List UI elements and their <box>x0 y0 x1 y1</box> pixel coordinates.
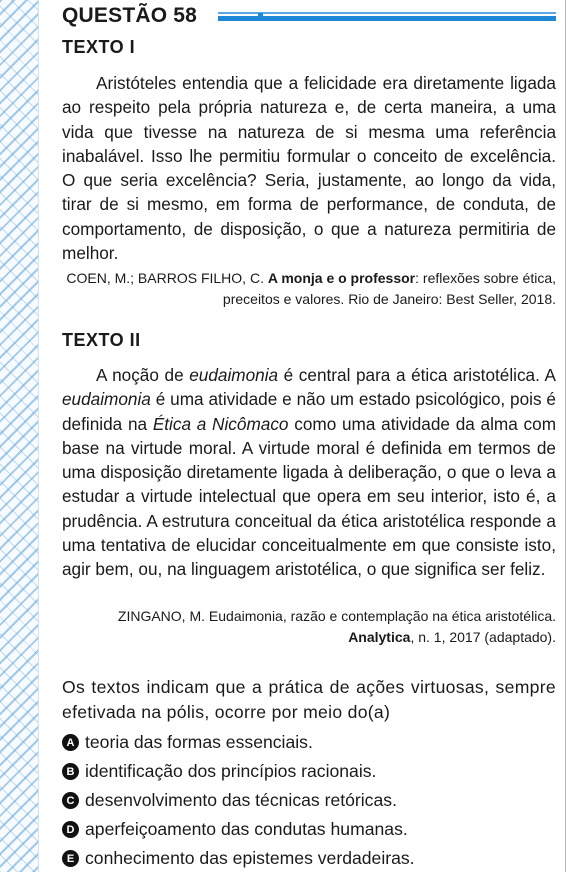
option-a[interactable] <box>62 728 556 757</box>
texto-1-body: Aristóteles entendia que a felicidade era diretamente ligada ao respeito pela própria natureza e, de certa maneira, a uma vida que tivesse na natureza de si mesma uma referência inabalável. Isso lhe permitiu formular o conceito de excelência. O que seria excelência? Seria, justamente, ao longo da vida, tirar de si mesmo, em forma de performance, de conduta, de comportamento, de disposição, o que a natureza permitiria de melhor. <box>62 73 556 264</box>
option-c-letter-icon: C <box>62 792 79 809</box>
texto-1-label: TEXTO I <box>62 37 136 57</box>
option-a-letter-icon: A <box>62 734 79 751</box>
option-d-letter-icon: D <box>62 821 79 838</box>
question-title: QUESTÃO 58 <box>62 4 198 27</box>
answer-options <box>62 728 556 873</box>
option-b[interactable] <box>62 757 556 786</box>
option-e[interactable] <box>62 844 556 873</box>
question-stem: Os textos indicam que a prática de ações virtuosas, sempre efetivada na pólis, ocorre por meio do(a) <box>62 677 556 722</box>
option-e-text: conhecimento das epistemes verdadeiras. <box>85 848 415 868</box>
option-c[interactable] <box>62 786 556 815</box>
option-b-text: identificação dos princípios racionais. <box>85 761 377 781</box>
texto-2-reference: ZINGANO, M. Eudaimonia, razão e contemplação na ética aristotélica. Analytica, n. 1, 2017 (adaptado). <box>117 608 556 645</box>
option-b-letter-icon: B <box>62 763 79 780</box>
option-c-text: desenvolvimento das técnicas retóricas. <box>85 790 397 810</box>
texto-2-label: TEXTO II <box>62 330 141 350</box>
option-d-text: aperfeiçoamento das condutas humanas. <box>85 819 408 839</box>
decorative-side-pattern <box>0 0 39 872</box>
header-decorative-bar <box>218 12 556 22</box>
option-d[interactable] <box>62 815 556 844</box>
texto-2-body: A noção de eudaimonia é central para a ética aristotélica. A eudaimonia é uma atividade e não um estado psicológico, pois é definida na Ética a Nicômaco como uma atividade da alma com base na virtude moral. A virtude moral é definida em termos de uma disposição diretamente ligada à deliberação, o que o leva a estudar a virtude intelectual que opera em seu interior, isto é, a prudência. A estrutura conceitual da ética aristotélica responde a uma tentativa de elucidar conceitualmente em que consiste isto, agir bem, ou, na linguagem aristotélica, o que significa ser feliz. <box>62 365 557 580</box>
question-header <box>62 4 556 30</box>
page-divider <box>565 0 566 872</box>
option-a-text: teoria das formas essenciais. <box>85 732 313 752</box>
option-e-letter-icon: E <box>62 850 79 867</box>
texto-1-reference: COEN, M.; BARROS FILHO, C. A monja e o professor: reflexões sobre ética, preceitos e valores. Rio de Janeiro: Best Seller, 2018. <box>66 270 556 307</box>
